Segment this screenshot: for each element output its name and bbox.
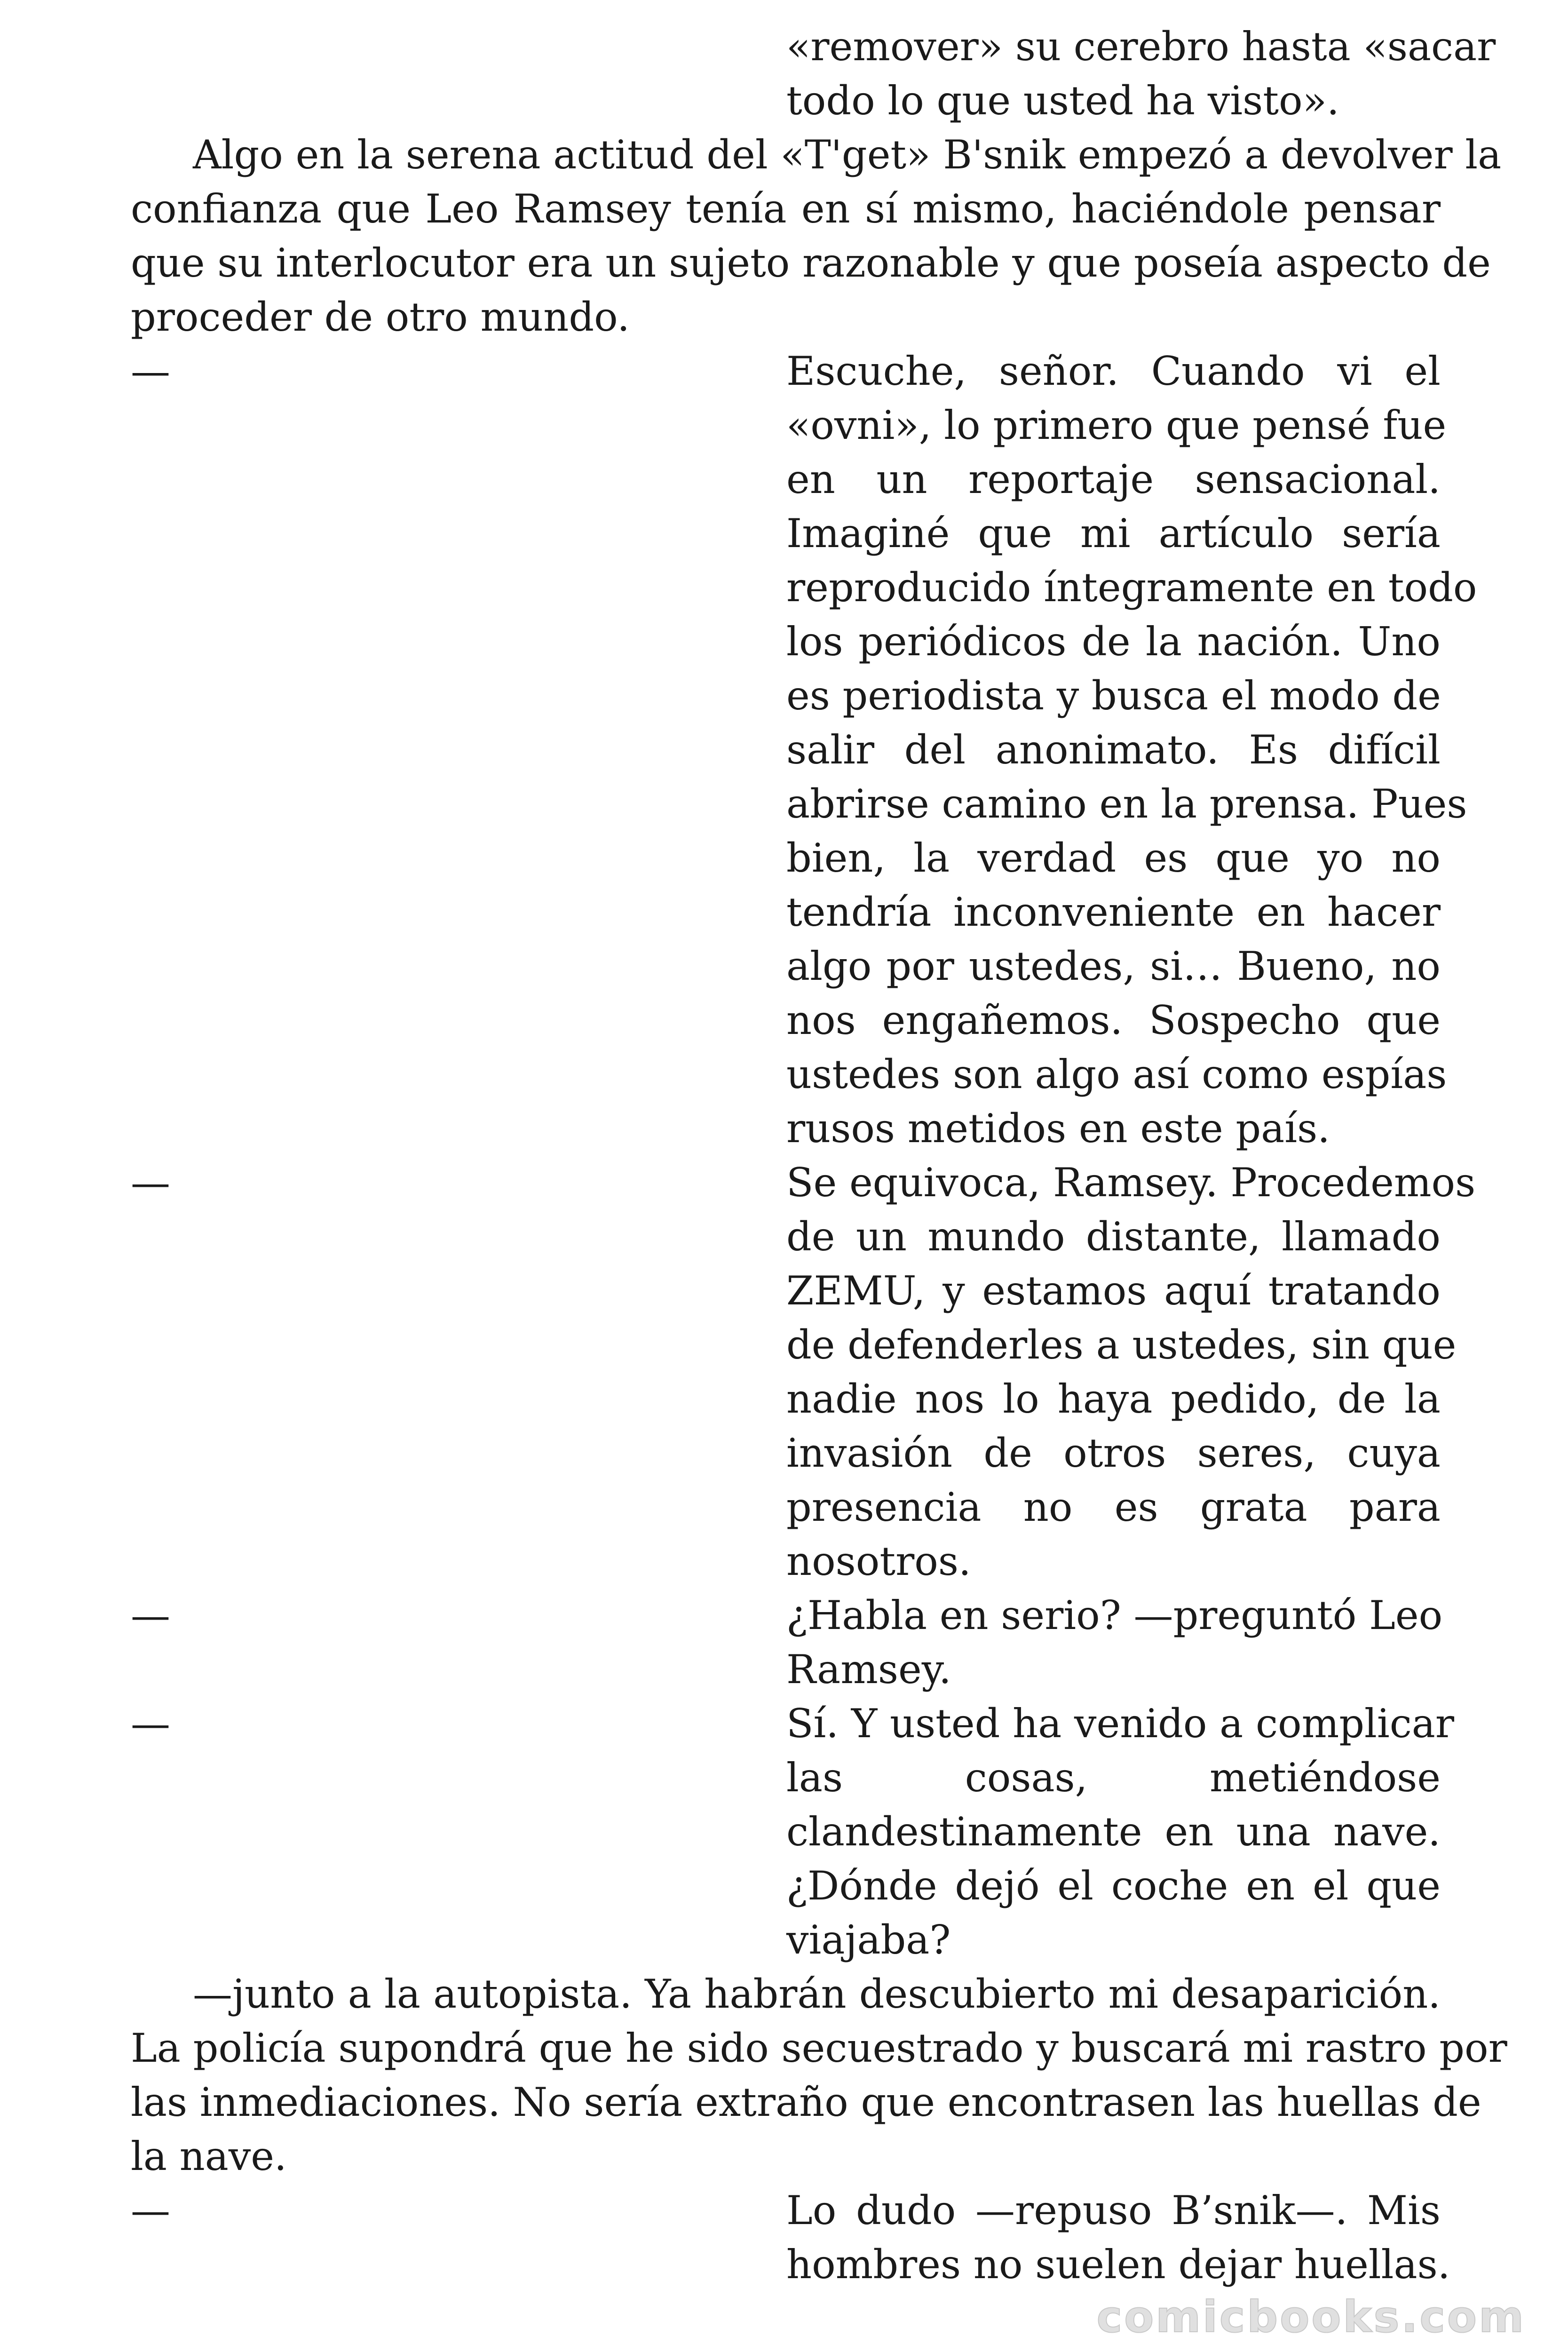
dialogue-line: ZEMU, y estamos aquí tratando (786, 1268, 1441, 1314)
paragraph-line: —junto a la autopista. Ya habrán descubierto mi desaparición. (193, 1971, 1441, 2017)
dialogue-line: Ramsey. (786, 1646, 951, 1692)
dialogue-line: nosotros. (786, 1538, 971, 1584)
dialogue-line: presencia no es grata para (786, 1484, 1441, 1530)
dialogue-line: nos engañemos. Sospecho que (786, 997, 1441, 1043)
dialogue-dash: — (131, 1700, 170, 1747)
dialogue-line: Imaginé que mi artículo sería (786, 510, 1441, 556)
dialogue-line: las cosas, metiéndose (786, 1755, 1441, 1801)
dialogue-line: ¿Dónde dejó el coche en el que (786, 1863, 1441, 1909)
paragraph-line: las inmediaciones. No sería extraño que encontrasen las huellas de (131, 2079, 1481, 2125)
text-line: «remover» su cerebro hasta «sacar (786, 24, 1496, 70)
dialogue-line: reproducido íntegramente en todo (786, 564, 1477, 611)
paragraph-line: que su interlocutor era un sujeto razonable y que poseía aspecto de (131, 240, 1491, 286)
paragraph-line: Algo en la serena actitud del «T'get» B'snik empezó a devolver la (193, 132, 1502, 178)
dialogue-line: abrirse camino en la prensa. Pues (786, 781, 1467, 827)
dialogue-line: Lo dudo —repuso B’snik—. Mis (786, 2187, 1441, 2233)
dialogue-line: de un mundo distante, llamado (786, 1214, 1441, 1260)
paragraph-line: confianza que Leo Ramsey tenía en sí mismo, haciéndole pensar (131, 186, 1441, 232)
dialogue-line: de defenderles a ustedes, sin que (786, 1322, 1457, 1368)
dialogue-line: viajaba? (786, 1917, 951, 1963)
dialogue-line: es periodista y busca el modo de (786, 673, 1441, 719)
dialogue-dash: — (131, 348, 170, 394)
dialogue-line: en un reportaje sensacional. (786, 456, 1441, 502)
paragraph-line: proceder de otro mundo. (131, 294, 630, 340)
dialogue-line: «ovni», lo primero que pensé fue (786, 402, 1447, 448)
dialogue-dash: — (131, 1160, 170, 1206)
dialogue-dash: — (131, 1592, 170, 1638)
dialogue-line: bien, la verdad es que yo no (786, 835, 1441, 881)
paragraph-line: La policía supondrá que he sido secuestrado y buscará mi rastro por (131, 2025, 1507, 2071)
dialogue-line: Sí. Y usted ha venido a complicar (786, 1700, 1455, 1747)
dialogue-line: los periódicos de la nación. Uno (786, 619, 1441, 665)
dialogue-dash: — (131, 2187, 170, 2233)
paragraph-line: la nave. (131, 2133, 287, 2179)
dialogue-line: salir del anonimato. Es difícil (786, 727, 1441, 773)
dialogue-line: algo por ustedes, si… Bueno, no (786, 943, 1441, 989)
dialogue-line: ustedes son algo así como espías (786, 1051, 1447, 1097)
dialogue-line: nadie nos lo haya pedido, de la (786, 1376, 1441, 1422)
dialogue-line: tendría inconveniente en hacer (786, 889, 1441, 935)
watermark: comicbooks.com (1096, 2292, 1526, 2342)
dialogue-line: ¿Habla en serio? —preguntó Leo (786, 1592, 1443, 1638)
dialogue-line: invasión de otros seres, cuya (786, 1430, 1441, 1476)
dialogue-line: Se equivoca, Ramsey. Procedemos (786, 1160, 1476, 1206)
text-line: todo lo que usted ha visto». (786, 78, 1339, 124)
dialogue-line: hombres no suelen dejar huellas. (786, 2241, 1450, 2288)
dialogue-line: rusos metidos en este país. (786, 1105, 1330, 1152)
dialogue-line: clandestinamente en una nave. (786, 1809, 1441, 1855)
dialogue-line: Escuche, señor. Cuando vi el (786, 348, 1441, 394)
